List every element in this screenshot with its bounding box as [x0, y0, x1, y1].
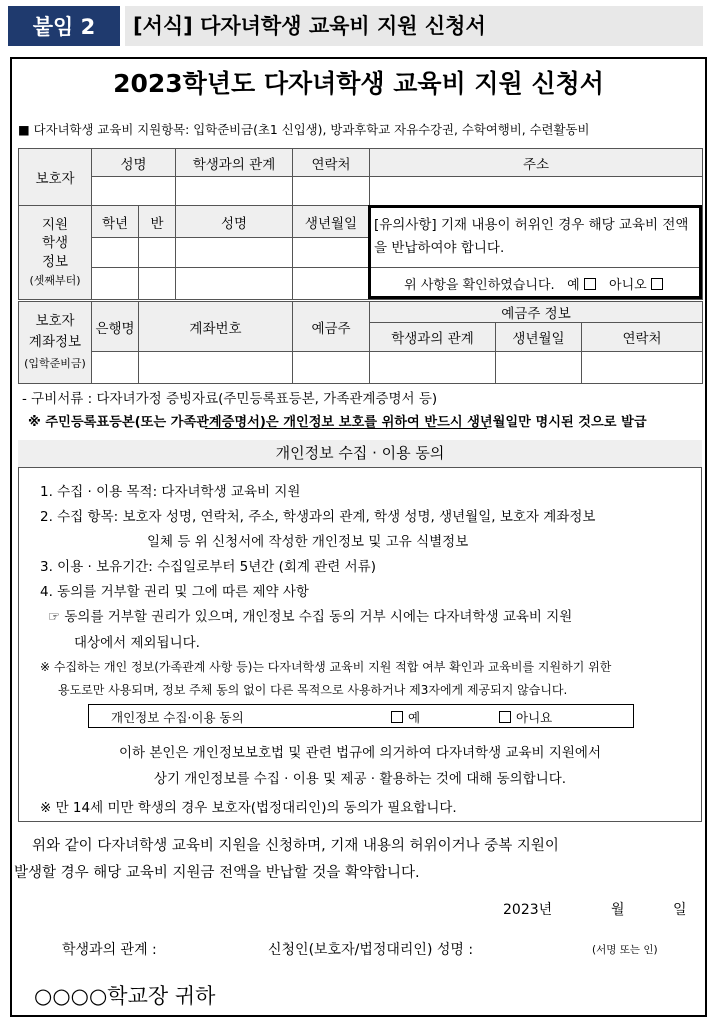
- consent-item-4: 4. 동의를 거부할 권리 및 그에 따른 제약 사항: [40, 584, 309, 600]
- refuse-text-b: 대상에서 제외됩니다.: [74, 635, 200, 651]
- student2-birth-field[interactable]: [293, 268, 370, 300]
- agree-text-a: 이하 본인은 개인정보보호법 및 관련 법규에 의거하여 다자녀학생 교육비 지원에서: [118, 745, 601, 761]
- guardian-relation-field[interactable]: [176, 177, 293, 206]
- col-name: 성명: [92, 149, 176, 177]
- col-holder: 예금주: [293, 302, 370, 352]
- account-section-l1: 보호자: [35, 313, 75, 330]
- student-section-l2: 학생: [41, 235, 69, 252]
- bank-field[interactable]: [92, 352, 139, 384]
- consent-no-option[interactable]: [499, 708, 552, 726]
- col-contact: 연락처: [293, 149, 370, 177]
- col-holder-relation: 학생과의 관계: [370, 323, 496, 352]
- student2-grade-field[interactable]: [92, 268, 139, 300]
- col-account-number: 계좌번호: [139, 302, 293, 352]
- date-day: 일: [673, 902, 687, 918]
- col-grade: 학년: [92, 206, 139, 238]
- student1-grade-field[interactable]: [92, 238, 139, 268]
- relation-label: 학생과의 관계 :: [62, 942, 157, 958]
- documents-note: ※ 주민등록표등본(또는 가족관계증명서)은 개인정보 보호를 위하여 반드시 생년월일만 명시된 것으로 발급: [28, 415, 647, 430]
- date-month: 월: [611, 902, 625, 918]
- account-section-label: [19, 302, 92, 384]
- consent-item-1: 1. 수집 · 이용 목적: 다자녀학생 교육비 지원: [40, 484, 301, 500]
- account-section-l3: (입학준비금): [24, 356, 86, 370]
- consent-choice-label: 개인정보 수집·이용 동의: [111, 710, 244, 725]
- consent-item-3: 3. 이용 · 보유기간: 수집일로부터 5년간 (회계 관련 서류): [40, 559, 376, 575]
- required-documents: - 구비서류 : 다자녀가정 증빙자료(주민등록표등본, 가족관계증명서 등): [22, 391, 438, 407]
- addressee: ○○○○학교장 귀하: [34, 984, 216, 1008]
- notice-text: [유의사항] 기재 내용이 허위인 경우 해당 교육비 전액을 반납하여야 합니다.: [370, 206, 703, 268]
- minor-note: ※ 만 14세 미만 학생의 경우 보호자(법정대리인)의 동의가 필요합니다.: [40, 800, 457, 816]
- collection-note-b: 용도로만 사용되며, 정보 주체 동의 없이 다른 목적으로 사용하거나 제3자에게 제공되지 않습니다.: [58, 683, 568, 697]
- consent-no-label: 아니요: [516, 710, 553, 725]
- consent-yes-label: 예: [408, 710, 421, 725]
- col-relation: 학생과의 관계: [176, 149, 293, 177]
- guardian-contact-field[interactable]: [293, 177, 370, 206]
- agree-text-b: 상기 개인정보를 수집 · 이용 및 제공 · 활용하는 것에 대해 동의합니다.: [153, 771, 567, 787]
- consent-yes-option[interactable]: [391, 708, 420, 726]
- guardian-section-label: 보호자: [19, 149, 92, 206]
- student-section-l3: 정보: [41, 253, 69, 270]
- student2-name-field[interactable]: [176, 268, 293, 300]
- consent-title: 개인정보 수집 · 이용 동의: [18, 440, 702, 468]
- confirm-text: 위 사항을 확인하였습니다.: [404, 278, 555, 293]
- confirm-yes-label: 예: [567, 278, 580, 293]
- student-section-l1: 지원: [41, 217, 69, 234]
- consent-item-2b: 일체 등 위 신청서에 작성한 개인정보 및 고유 식별정보: [147, 534, 469, 550]
- student1-birth-field[interactable]: [293, 238, 370, 268]
- applicant-label: 신청인(보호자/법정대리인) 성명 :: [268, 942, 474, 958]
- account-number-field[interactable]: [139, 352, 293, 384]
- holder-field[interactable]: [293, 352, 370, 384]
- documents-note-underline: [205, 428, 487, 429]
- account-table: [18, 301, 703, 384]
- student1-name-field[interactable]: [176, 238, 293, 268]
- holder-info-header: 예금주 정보: [370, 302, 703, 323]
- notice-box-border: [368, 205, 702, 299]
- student-section-label: [19, 206, 92, 300]
- consent-no-checkbox[interactable]: [499, 711, 511, 723]
- holder-contact-field[interactable]: [582, 352, 703, 384]
- holder-birth-field[interactable]: [496, 352, 582, 384]
- student1-class-field[interactable]: [139, 238, 176, 268]
- col-holder-contact: 연락처: [582, 323, 703, 352]
- consent-item-2a: 2. 수집 항목: 보호자 성명, 연락처, 주소, 학생과의 관계, 학생 성명, 생년월일, 보호자 계좌정보: [40, 509, 596, 525]
- student-section-l4: (셋째부터): [29, 273, 81, 287]
- consent-yes-checkbox[interactable]: [391, 711, 403, 723]
- guardian-table: [18, 148, 703, 206]
- account-section-l2: 계좌정보: [28, 334, 82, 351]
- pledge-line-1: 위와 같이 다자녀학생 교육비 지원을 신청하며, 기재 내용의 허위이거나 중복 지원이: [32, 838, 559, 854]
- student2-class-field[interactable]: [139, 268, 176, 300]
- col-bank: 은행명: [92, 302, 139, 352]
- col-address: 주소: [370, 149, 703, 177]
- page-title: 2023학년도 다자녀학생 교육비 지원 신청서: [113, 69, 604, 98]
- col-student-name: 성명: [176, 206, 293, 238]
- col-holder-birth: 생년월일: [496, 323, 582, 352]
- collection-note-a: ※ 수집하는 개인 정보(가족관계 사항 등)는 다자녀학생 교육비 지원 적합 여부 확인과 교육비를 지원하기 위한: [40, 660, 612, 674]
- sign-hint: (서명 또는 인): [592, 944, 658, 956]
- col-class: 반: [139, 206, 176, 238]
- confirm-no-label: 아니오: [609, 278, 647, 293]
- support-items: ■ 다자녀학생 교육비 지원항목: 입학준비금(초1 신입생), 방과후학교 자유수강권, 수학여행비, 수련활동비: [18, 122, 590, 137]
- attachment-tag: 붙임 2: [8, 6, 120, 46]
- refuse-text-a: ☞ 동의를 거부할 권리가 있으며, 개인정보 수집 동의 거부 시에는 다자녀학생 교육비 지원: [48, 609, 573, 625]
- guardian-name-field[interactable]: [92, 177, 176, 206]
- guardian-address-field[interactable]: [370, 177, 703, 206]
- consent-choice-box: [88, 704, 634, 728]
- form-type-title: [서식] 다자녀학생 교육비 지원 신청서: [133, 14, 486, 38]
- pledge-line-2: 발생할 경우 해당 교육비 지원금 전액을 반납할 것을 확약합니다.: [14, 865, 420, 881]
- col-birthdate: 생년월일: [293, 206, 370, 238]
- holder-relation-field[interactable]: [370, 352, 496, 384]
- date-year: 2023년: [503, 902, 553, 918]
